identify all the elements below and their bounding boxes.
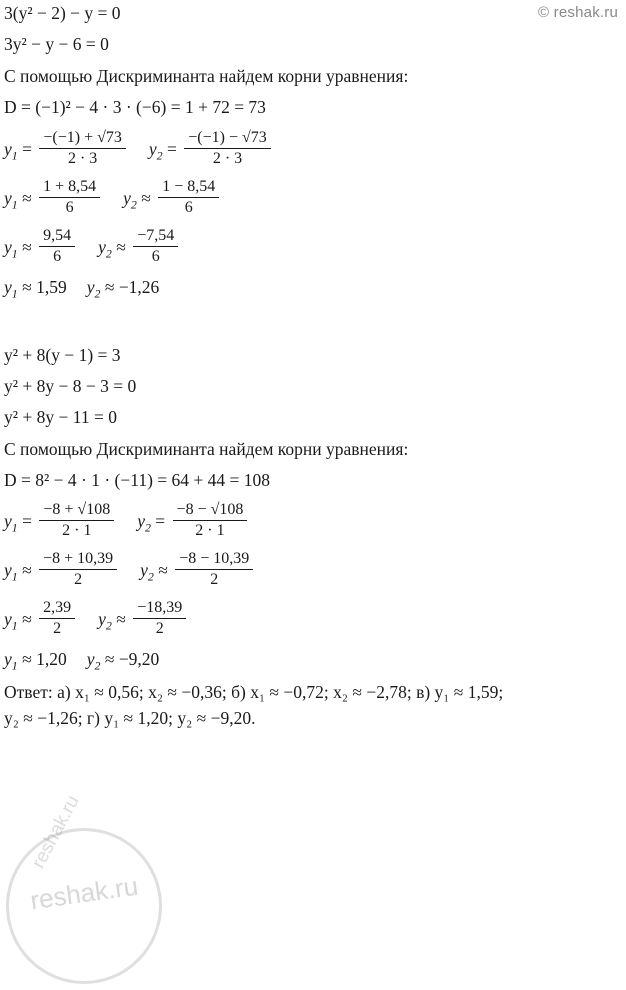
part-g-discriminant-note: С помощью Дискриминанта найдем корни уравнения:: [4, 438, 409, 459]
fraction-denominator: 2: [210, 571, 219, 589]
fraction-denominator: 2 · 1: [195, 522, 225, 540]
fraction-y2-symbolic: [173, 501, 248, 540]
label-y2: $y_2$: [140, 560, 154, 584]
fraction-y2-symbolic: [184, 129, 271, 168]
label-y2: $y_2$: [98, 609, 112, 633]
label-y1: $y_1$: [4, 511, 18, 535]
part-v-results: $y_1$ ≈ 1,59 $y_2$ ≈ −1,26: [4, 276, 160, 300]
watermark-circle-text: reshak.ru: [28, 870, 140, 916]
fraction-y2-decimal: [158, 178, 219, 217]
part-g-discriminant: D = 8² − 4 · 1 · (−11) = 64 + 44 = 108: [4, 470, 271, 490]
fraction-numerator: −8 − √108: [173, 501, 248, 521]
watermark-circle: [6, 828, 162, 984]
part-v-discriminant: D = (−1)² − 4 · 3 · (−6) = 1 + 72 = 73: [4, 97, 266, 118]
answer-line-1: а) x₁ ≈ 0,56; x₂ ≈ −0,36; б) x₁ ≈ −0,72; x₂ ≈ −2,78; в) y₁ ≈ 1,59;: [57, 682, 504, 703]
fraction-y1-simplified: [39, 227, 75, 266]
label-y2: $y_2$: [98, 236, 112, 260]
fraction-denominator: 2: [53, 620, 62, 638]
fraction-numerator: −8 + 10,39: [39, 550, 117, 570]
label-y1: $y_1$: [4, 560, 18, 584]
label-y1: $y_1$: [4, 609, 18, 633]
label-y1: $y_1$: [4, 138, 18, 162]
part-v-roots-decimal-2: $y_1$ ≈ $\frac{9,54}{6}$ $y_2$ ≈ $\frac{-7,54}{6}$: [4, 228, 616, 267]
part-v-result-y1: 1,59: [36, 276, 67, 297]
fraction-denominator: 6: [151, 247, 160, 265]
fraction-denominator: 2 · 3: [67, 149, 98, 167]
fraction-y1-decimal: [39, 550, 117, 589]
part-v-equation-1: 3(y² − 2) − y = 0: [4, 3, 121, 23]
label-y2: $y_2$: [86, 276, 101, 300]
fraction-y1-symbolic: [39, 129, 126, 168]
fraction-numerator: 1 + 8,54: [39, 178, 100, 198]
part-v-equation-2: 3y² − y − 6 = 0: [4, 34, 109, 55]
label-y2: $y_2$: [123, 187, 137, 211]
fraction-numerator: −7,54: [133, 227, 178, 247]
fraction-denominator: 6: [184, 198, 193, 216]
section-spacer: [4, 308, 616, 346]
fraction-numerator: −18,39: [133, 599, 186, 619]
part-v-result-y2: −1,26: [118, 276, 160, 297]
fraction-denominator: 2 · 1: [62, 522, 92, 540]
watermark-diagonal-text: reshak.ru: [28, 792, 84, 872]
fraction-denominator: 6: [65, 198, 74, 216]
part-g-equation-1: y² + 8(y − 1) = 3: [4, 344, 121, 365]
watermark-copyright: © reshak.ru: [538, 4, 618, 21]
fraction-y2-simplified: [133, 599, 186, 638]
fraction-denominator: 2: [155, 620, 164, 638]
label-y1: $y_1$: [4, 187, 18, 211]
part-g-result-y2: −9,20: [118, 649, 160, 670]
fraction-numerator: 2,39: [39, 599, 75, 619]
fraction-denominator: 2 · 3: [212, 149, 243, 167]
part-v-roots-decimal-1: $y_1$ ≈ $\frac{1 + 8,54}{6}$ $y_2$ ≈ $\frac{1 - 8,54}{6}$: [4, 179, 616, 218]
fraction-denominator: 2: [74, 571, 83, 589]
fraction-y1-decimal: [39, 178, 100, 217]
fraction-numerator: −8 − 10,39: [175, 550, 253, 570]
part-v-discriminant-note: С помощью Дискриминанта найдем корни уравнения:: [4, 65, 409, 86]
label-y2: $y_2$: [137, 511, 151, 535]
fraction-y1-symbolic: [39, 501, 114, 540]
part-g-results: $y_1$ ≈ 1,20 $y_2$ ≈ −9,20: [4, 649, 160, 673]
part-g-roots-symbolic: $y_1$ = $\frac{-8 + √108}{2 \cdot 1}$ $y_2$ = $\frac{-8 - √108}{2 \cdot 1}$: [4, 502, 616, 541]
part-v-roots-symbolic: $y_1$ = $\frac{-(-1) + √73}{2 \cdot 3}$ $y_2$ = $\frac{-(-1) - √73}{2 \cdot 3}$: [4, 130, 616, 169]
fraction-denominator: 6: [53, 247, 62, 265]
fraction-y1-simplified: [39, 599, 75, 638]
label-y2: $y_2$: [148, 138, 163, 162]
part-g-result-y1: 1,20: [36, 649, 67, 670]
part-g-roots-decimal-1: $y_1$ ≈ $\frac{-8 + 10,39}{2}$ $y_2$ ≈ $\frac{-8 - 10,39}{2}$: [4, 551, 616, 590]
part-g-equation-2: y² + 8y − 8 − 3 = 0: [4, 375, 137, 396]
part-g-roots-decimal-2: $y_1$ ≈ $\frac{2,39}{2}$ $y_2$ ≈ $\frac{-18,39}{2}$: [4, 600, 616, 639]
label-y1: $y_1$: [4, 236, 18, 260]
answer-label: Ответ:: [4, 682, 53, 703]
fraction-numerator: 9,54: [39, 227, 75, 247]
answer-line-2: y₂ ≈ −1,26; г) y₁ ≈ 1,20; y₂ ≈ −9,20.: [4, 707, 256, 728]
fraction-y2-simplified: [133, 227, 178, 266]
fraction-numerator: −(−1) + √73: [39, 129, 126, 149]
fraction-numerator: −8 + √108: [39, 501, 114, 521]
label-y2: $y_2$: [86, 649, 101, 673]
fraction-y2-decimal: [175, 550, 253, 589]
final-answer: [4, 680, 616, 731]
fraction-numerator: −(−1) − √73: [184, 129, 271, 149]
label-y1: $y_1$: [4, 649, 18, 673]
part-g-equation-3: y² + 8y − 11 = 0: [4, 407, 117, 428]
label-y1: $y_1$: [4, 276, 18, 300]
fraction-numerator: 1 − 8,54: [158, 178, 219, 198]
